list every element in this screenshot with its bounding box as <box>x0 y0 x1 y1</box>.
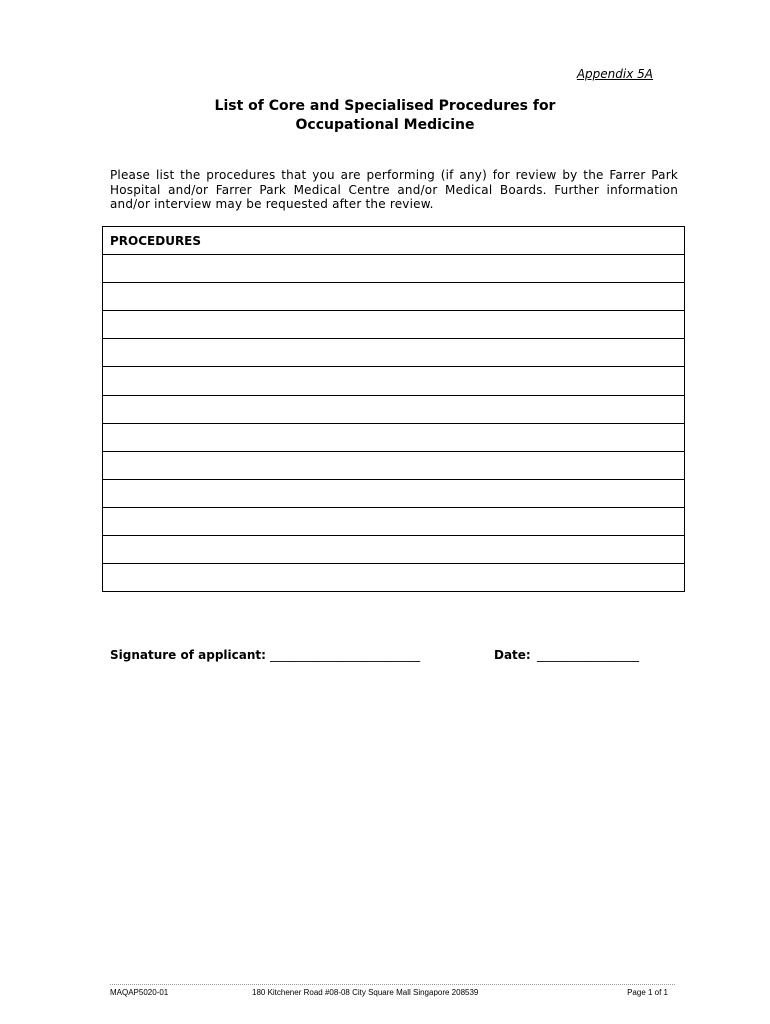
procedure-row-1[interactable] <box>103 255 684 283</box>
document-title <box>0 97 770 135</box>
title-line-2: Occupational Medicine <box>295 117 475 133</box>
footer-document-code: MAQAP5020-01 <box>110 988 169 997</box>
procedure-row-9[interactable] <box>103 480 684 508</box>
footer-divider <box>110 984 675 985</box>
appendix-label: Appendix 5A <box>576 67 653 81</box>
footer-address: 180 Kitchener Road #08-08 City Square Mall Singapore 208539 <box>252 988 479 997</box>
procedure-row-8[interactable] <box>103 452 684 480</box>
date-field[interactable]: _________________ <box>537 648 639 662</box>
procedure-row-6[interactable] <box>103 396 684 424</box>
procedure-row-5[interactable] <box>103 367 684 395</box>
procedure-row-2[interactable] <box>103 283 684 311</box>
procedures-table <box>102 226 685 592</box>
signature-field[interactable]: _________________________ <box>270 648 421 662</box>
procedures-table-header: PROCEDURES <box>103 227 684 255</box>
procedure-row-4[interactable] <box>103 339 684 367</box>
date-label: Date: <box>494 648 531 662</box>
procedure-row-10[interactable] <box>103 508 684 536</box>
procedure-row-11[interactable] <box>103 536 684 564</box>
procedure-row-7[interactable] <box>103 424 684 452</box>
intro-paragraph: Please list the procedures that you are performing (if any) for review by the Farrer Park Hospital and/or Farrer Park Medical Centre and/or Medical Boards. Further information and/or interview may be requested after the review. <box>110 168 678 211</box>
procedure-row-12[interactable] <box>103 564 684 592</box>
title-line-1: List of Core and Specialised Procedures for <box>214 98 556 114</box>
signature-section <box>110 648 680 662</box>
footer-page-number: Page 1 of 1 <box>627 988 668 997</box>
signature-label: Signature of applicant: <box>110 648 266 662</box>
procedure-row-3[interactable] <box>103 311 684 339</box>
